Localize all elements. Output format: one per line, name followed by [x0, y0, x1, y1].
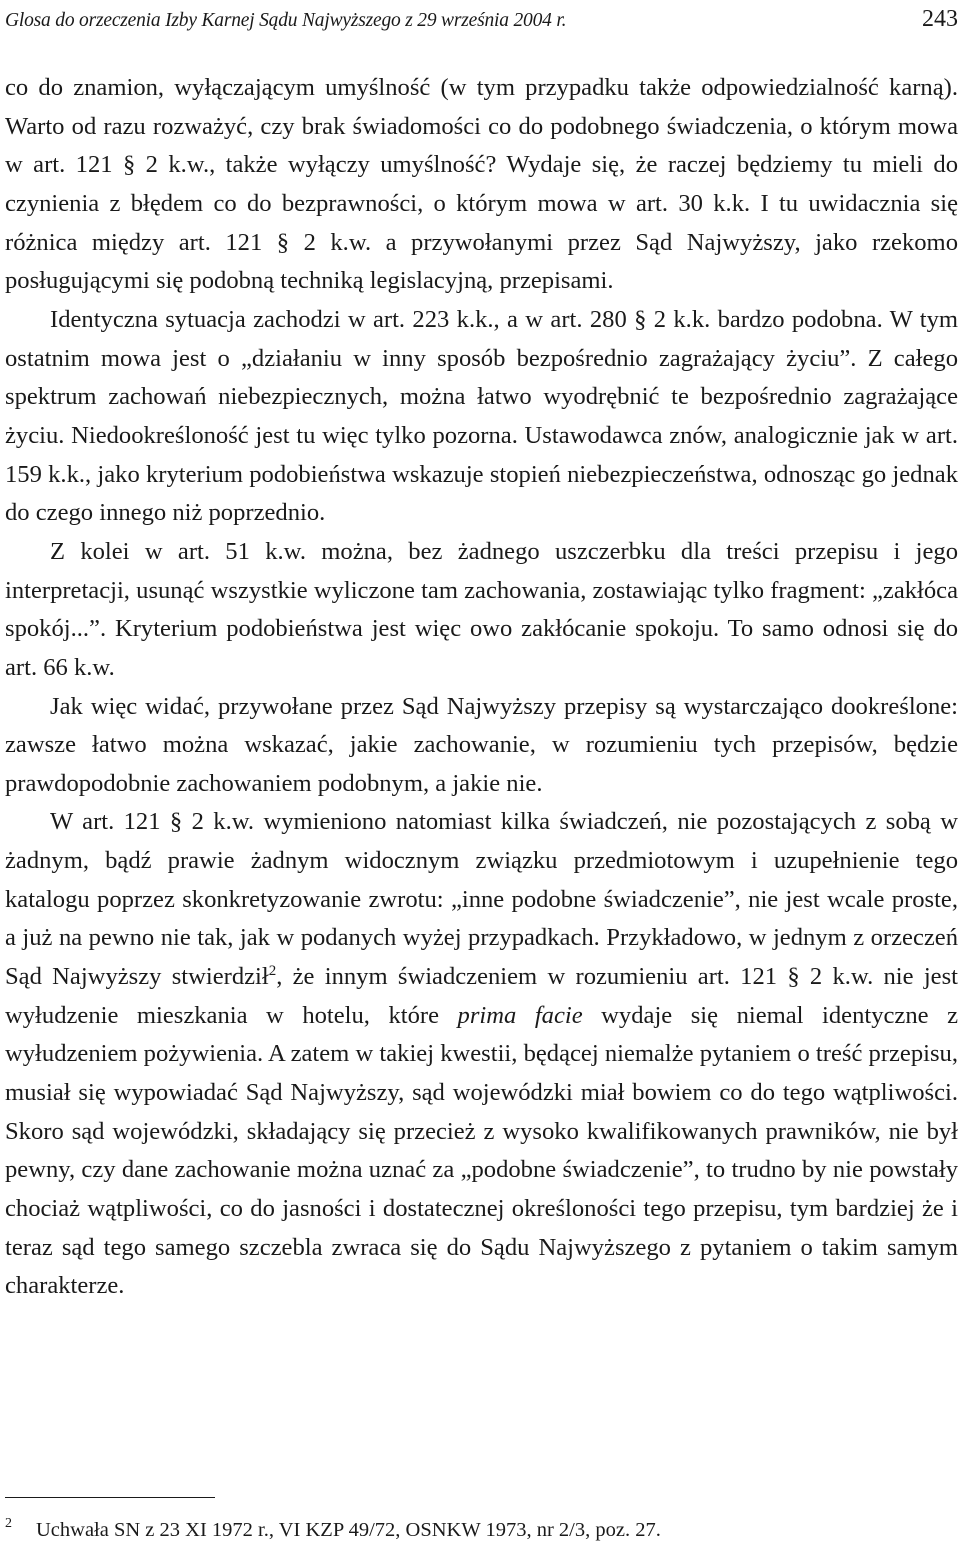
document-page [5, 0, 958, 1541]
paragraph [5, 301, 958, 533]
text-run: , że innym świadczeniem w rozumieniu art. 121 § 2 k.w. nie jest wyłudzenie mieszkania w hotelu, które [5, 963, 958, 1029]
footnote-divider [5, 1497, 215, 1498]
text-run: Z kolei w art. 51 k.w. można, bez żadnego uszczerbku dla treści przepisu i jego interpretacji, usunąć wszystkie wyliczone tam zachowania, zostawiając tylko fragment: „zakłóca spokój...”. Kryterium podobieństwa jest więc owo zakłócanie spokoju. To samo odnosi się do art. 66 k.w. [5, 537, 958, 681]
text-run: Jak więc widać, przywołane przez Sąd Najwyższy przepisy są wystarczająco dookreślone: zawsze łatwo można wskazać, jakie zachowanie, w rozumieniu tych przepisów, będzie prawdopodobnie zachowaniem podobnym, a jakie nie. [5, 692, 958, 797]
paragraph [5, 803, 958, 1306]
paragraph [5, 688, 958, 804]
running-head [5, 6, 958, 46]
text-run: Identyczna sytuacja zachodzi w art. 223 k.k., a w art. 280 § 2 k.k. bardzo podobna. W tym ostatnim mowa jest o „działaniu w inny sposób bezpośrednio zagrażający życiu”. Z całego spektrum zachowań niebezpiecznych, można łatwo wyodrębnić te bezpośrednio zagrażające życiu. Niedookreśloność jest tu więc tylko pozorna. Ustawodawca znów, analogicznie jak w art. 159 k.k., jako kryterium podobieństwa wskazuje stopień niebezpieczeństwa, odnosząc go jednak do czego innego niż poprzednio. [5, 305, 958, 527]
running-title: Glosa do orzeczenia Izby Karnej Sądu Najwyższego z 29 września 2004 r. [5, 10, 567, 31]
footnote-text: Uchwała SN z 23 XI 1972 r., VI KZP 49/72, OSNKW 1973, nr 2/3, poz. 27. [36, 1519, 661, 1541]
footnote-reference: 2 [268, 962, 277, 979]
italic-phrase: prima facie [457, 1001, 583, 1029]
paragraph [5, 69, 958, 301]
text-run: wydaje się niemal identyczne z wyłudzeniem pożywienia. A zatem w takiej kwestii, będącej niemalże pytaniem o treść przepisu, musiał się wypowiadać Sąd Najwyższy, sąd wojewódzki miał bowiem co do tego wątpliwości. Skoro sąd wojewódzki, składający się przecież z wysoko kwalifikowanych prawników, nie był pewny, czy dane zachowanie można uznać za „podobne świadczenie”, to trudno by nie powstały chociaż wątpliwości, co do jasności i dostatecznej określoności tego przepisu, tym bardziej że i teraz sąd tego samego szczebla zwraca się do Sądu Najwyższego z pytaniem o takim samym charakterze. [5, 1001, 958, 1300]
footnote-number: 2 [5, 1516, 12, 1531]
body-text [5, 69, 958, 1306]
text-run: co do znamion, wyłączającym umyślność (w tym przypadku także odpowiedzialność karną). Warto od razu rozważyć, czy brak świadomości co do podobnego świadczenia, o którym mowa w art. 121 § 2 k.w., także wyłączy umyślność? Wydaje się, że raczej będziemy tu mieli do czynienia z błędem co do bezprawności, o którym mowa w art. 30 k.k. I tu uwidacznia się różnica między art. 121 § 2 k.w. a przywołanymi przez Sąd Najwyższy, jako rzekomo posługującymi się podobną techniką legislacyjną, przepisami. [5, 74, 958, 295]
page-number: 243 [922, 6, 958, 32]
paragraph [5, 533, 958, 688]
text-run: W art. 121 § 2 k.w. wymieniono natomiast kilka świadczeń, nie pozostających z sobą w żadnym, bądź prawie żadnym widocznym związku przedmiotowym i uzupełnienie tego katalogu poprzez skonkretyzowanie zwrotu: „inne podobne świadczenie”, nie jest wcale proste, a już na pewno nie tak, jak w podanych wyżej przypadkach. Przykładowo, w jednym z orzeczeń Sąd Najwyższy stwierdził [5, 808, 958, 991]
